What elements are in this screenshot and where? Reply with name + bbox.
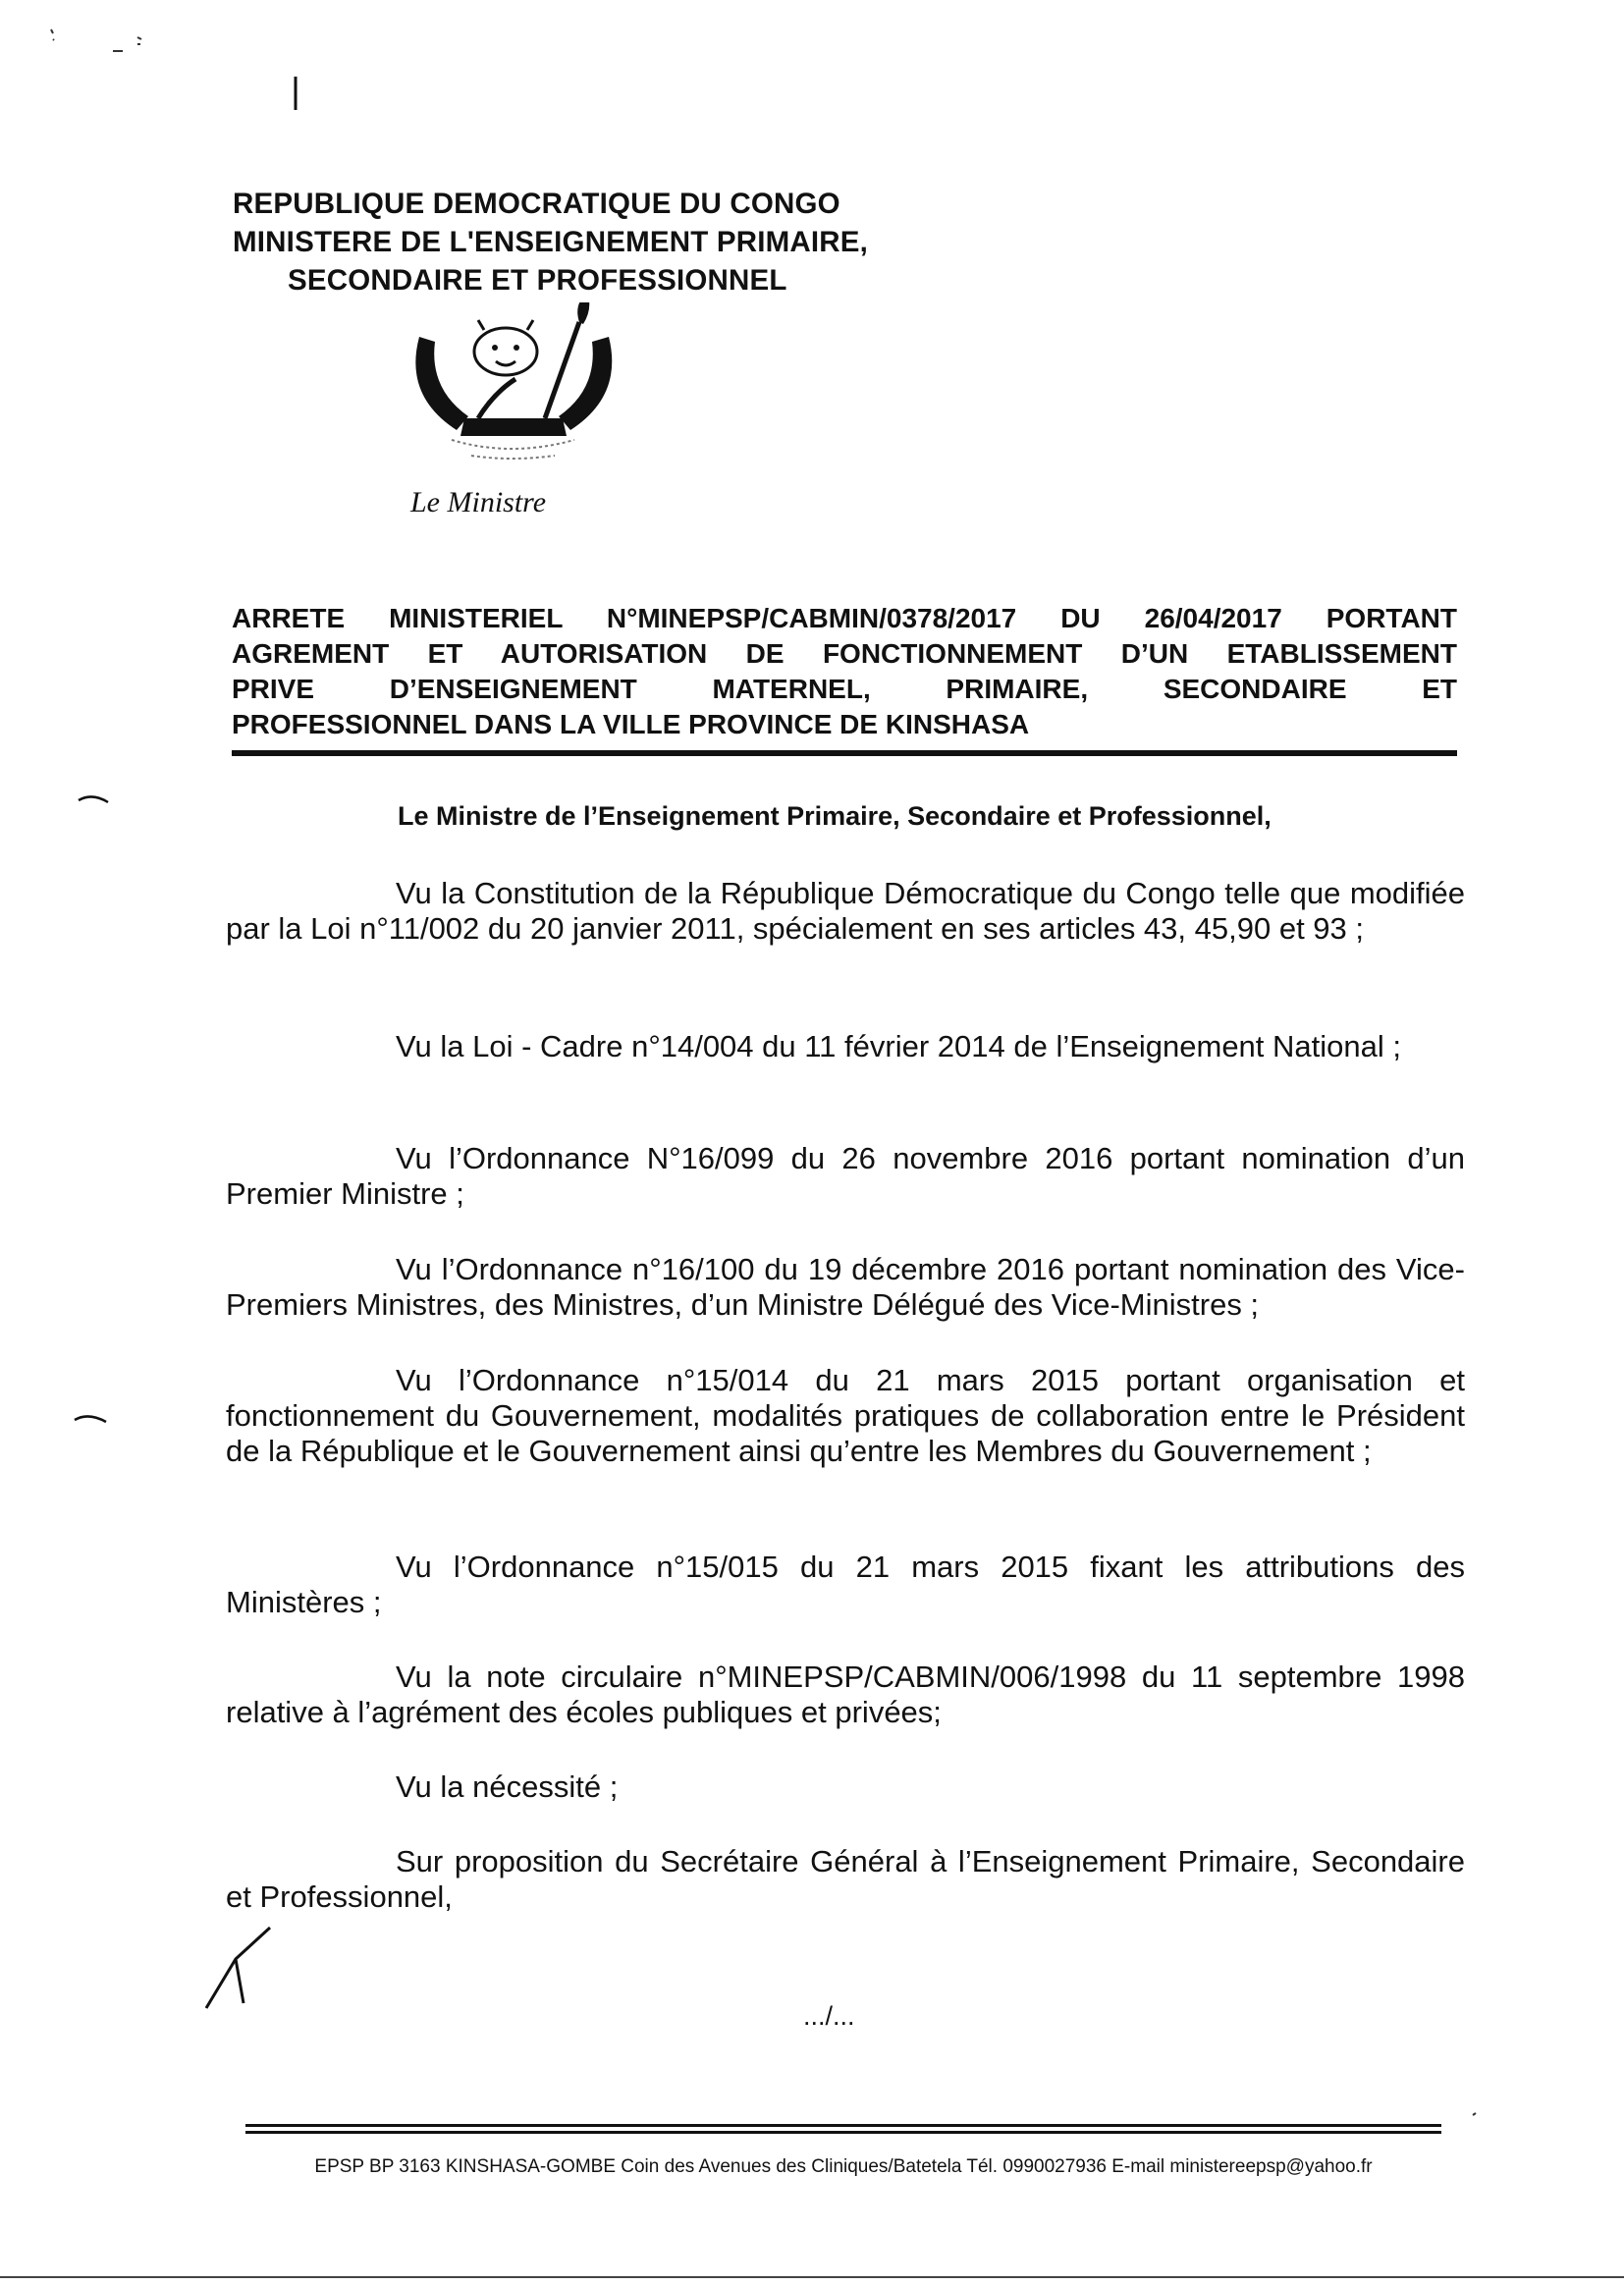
header-republic: REPUBLIQUE DEMOCRATIQUE DU CONGO	[233, 188, 840, 220]
signatory-title: Le Ministre	[410, 486, 547, 518]
consideration-note-circulaire: Vu la note circulaire n°MINEPSP/CABMIN/006/1998 du 11 septembre 1998 relative à l’agrément des écoles publiques et privées;	[226, 1660, 1465, 1729]
page-edge-line	[0, 2276, 1624, 2278]
footer-address: EPSP BP 3163 KINSHASA-GOMBE Coin des Avenues des Cliniques/Batetela Tél. 0990027936 E-mail ministereepsp@yahoo.fr	[314, 2156, 1373, 2177]
consideration-loi-cadre: Vu la Loi - Cadre n°14/004 du 11 février 2014 de l’Enseignement National ;	[396, 1029, 1401, 1063]
page-continuation: .../...	[803, 2001, 855, 2031]
consideration-ordonnance-gouvernement: Vu l’Ordonnance n°15/014 du 21 mars 2015 portant organisation et fonctionnement du Gouvernement, modalités pratiques de collaboration entre le Président de la République et le Gouvernement ainsi qu’entre les Membres du Gouvernement ;	[226, 1363, 1465, 1468]
title-line: AGREMENT ET AUTORISATION DE FONCTIONNEMENT D’UN ETABLISSEMENT	[232, 638, 1457, 669]
consideration-ordonnance-premier-ministre: Vu l’Ordonnance N°16/099 du 26 novembre 2016 portant nomination d’un Premier Ministre ;	[226, 1141, 1465, 1211]
consideration-ordonnance-ministres: Vu l’Ordonnance n°16/100 du 19 décembre 2016 portant nomination des Vice-Premiers Ministres, des Ministres, d’un Ministre Délégué des Vice-Ministres ;	[226, 1252, 1465, 1322]
footer-rule	[245, 2131, 1441, 2134]
consideration-necessite: Vu la nécessité ;	[396, 1769, 619, 1804]
consideration-constitution: Vu la Constitution de la République Démocratique du Congo telle que modifiée par la Loi n°11/002 du 20 janvier 2011, spécialement en ses articles 43, 45,90 et 93 ;	[226, 876, 1465, 946]
decree-title	[232, 601, 1457, 742]
consideration-proposition: Sur proposition du Secrétaire Général à l’Enseignement Primaire, Secondaire et Professionnel,	[226, 1844, 1465, 1914]
header-ministry: MINISTERE DE L'ENSEIGNEMENT PRIMAIRE,	[233, 226, 869, 258]
title-line: ARRETE MINISTERIEL N°MINEPSP/CABMIN/0378/2017 DU 26/04/2017 PORTANT	[232, 603, 1457, 633]
title-line: PRIVE D’ENSEIGNEMENT MATERNEL, PRIMAIRE, SECONDAIRE ET	[232, 674, 1457, 704]
header-ministry-cont: SECONDAIRE ET PROFESSIONNEL	[288, 264, 787, 297]
ministry-header	[233, 185, 868, 299]
consideration-ordonnance-attributions: Vu l’Ordonnance n°15/015 du 21 mars 2015 fixant les attributions des Ministères ;	[226, 1550, 1465, 1619]
title-underline	[232, 750, 1457, 756]
coat-of-arms-emblem	[398, 302, 623, 474]
handwritten-initial	[196, 1920, 285, 2018]
footer-rule	[245, 2124, 1441, 2127]
title-line: PROFESSIONNEL DANS LA VILLE PROVINCE DE KINSHASA	[232, 709, 1030, 739]
preamble: Le Ministre de l’Enseignement Primaire, Secondaire et Professionnel,	[398, 801, 1272, 831]
